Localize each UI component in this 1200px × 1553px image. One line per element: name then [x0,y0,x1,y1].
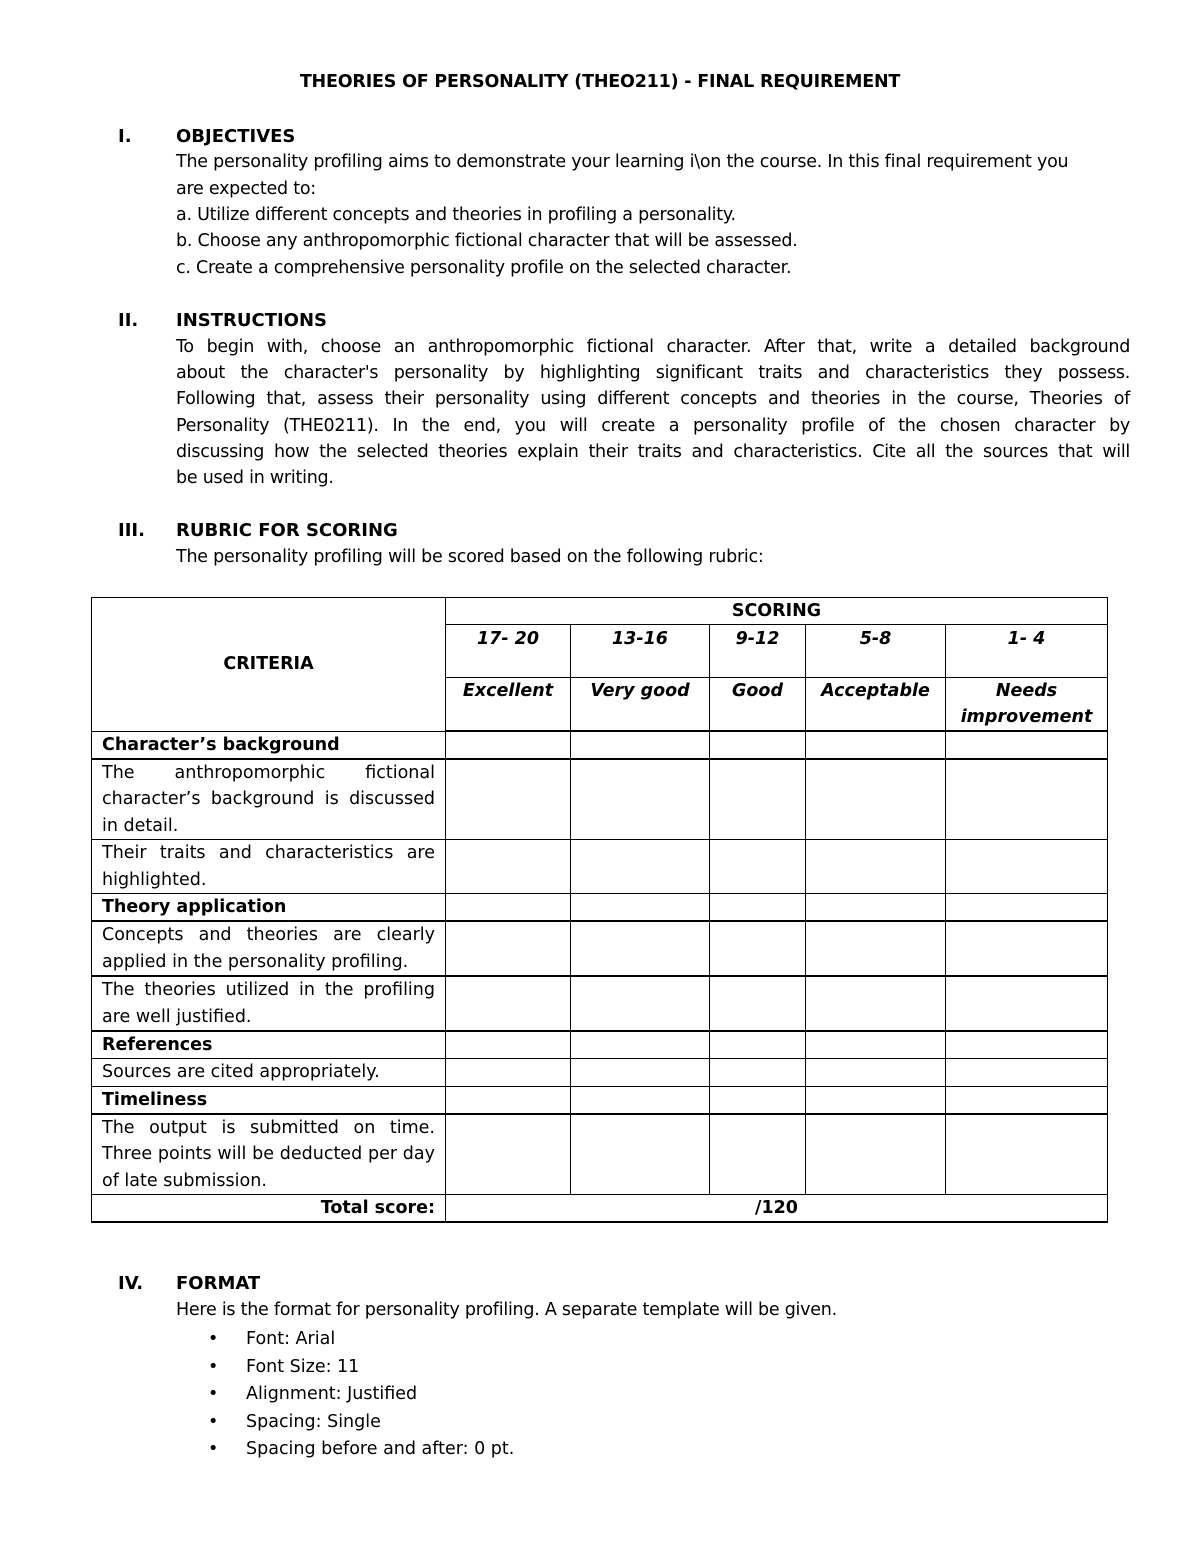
rating-very-good: Very good [571,678,710,732]
objectives-item-c: c. Create a comprehensive personality profile on the selected character. [176,258,792,278]
criteria-category: Theory application [92,894,446,922]
score-cell[interactable] [446,921,571,976]
table-row [92,759,1108,840]
objectives-item-a: a. Utilize different concepts and theories in profiling a personality. [176,205,736,225]
table-row [92,976,1108,1031]
objectives-text-line: are expected to: [176,179,316,199]
score-cell[interactable] [446,976,571,1031]
list-item [208,1326,514,1354]
format-intro: Here is the format for personality profiling. A separate template will be given. [176,1300,837,1320]
table-row [92,1059,1108,1087]
score-cell[interactable] [446,759,571,840]
rubric-table [91,597,1108,1223]
score-cell[interactable] [571,840,710,894]
format-spacing: Spacing: Single [246,1411,381,1432]
score-cell[interactable] [571,921,710,976]
total-score-value: /120 [446,1195,1108,1223]
score-cell[interactable] [806,840,946,894]
rating-acceptable: Acceptable [806,678,946,732]
bullet-icon: • [208,1384,219,1404]
table-row [92,894,1108,922]
rating-good: Good [710,678,806,732]
score-cell[interactable] [446,840,571,894]
table-row [92,840,1108,894]
section-heading-rubric: RUBRIC FOR SCORING [176,520,398,541]
table-row [92,1086,1108,1114]
section-number-objectives: I. [118,126,132,147]
instructions-text-line: about the character's personality by highlighting significant traits and characteristics they possess. [176,363,1130,383]
criteria-category: Timeliness [92,1086,446,1114]
format-font: Font: Arial [246,1329,336,1349]
bullet-icon: • [208,1411,219,1432]
score-cell[interactable] [710,840,806,894]
section-heading-format: FORMAT [176,1273,261,1294]
criteria-description: Concepts and theories are clearly applied in the personality profiling. [92,921,446,976]
instructions-text-line: Personality (THE0211). In the end, you will create a personality profile of the chosen character by [176,416,1130,436]
score-cell[interactable] [946,921,1108,976]
total-row [92,1195,1108,1223]
rubric-intro: The personality profiling will be scored based on the following rubric: [176,547,764,567]
document-title: THEORIES OF PERSONALITY (THEO211) - FINAL REQUIREMENT [299,72,901,92]
instructions-text-line: Following that, assess their personality using different concepts and theories in the course, Theories of [176,389,1130,409]
score-cell[interactable] [806,1114,946,1195]
score-cell[interactable] [710,976,806,1031]
scoring-header: SCORING [446,598,1108,625]
score-cell[interactable] [446,1059,571,1087]
section-number-instructions: II. [118,310,139,331]
table-row [92,921,1108,976]
score-cell[interactable] [710,921,806,976]
objectives-text-line: The personality profiling aims to demonstrate your learning i\on the course. In this final requirement you [176,152,1069,172]
score-cell[interactable] [806,1059,946,1087]
rating-excellent: Excellent [446,678,571,732]
total-score-label: Total score: [92,1195,446,1223]
format-font-size: Font Size: 11 [246,1356,360,1377]
score-cell[interactable] [446,1114,571,1195]
score-range-excellent: 17- 20 [446,625,571,678]
criteria-description: The output is submitted on time. Three points will be deducted per day of late submission. [92,1114,446,1195]
criteria-category: Character’s background [92,731,446,759]
bullet-icon: • [208,1356,219,1377]
score-cell[interactable] [806,759,946,840]
instructions-text-line: be used in writing. [176,468,334,488]
list-item [208,1409,514,1437]
instructions-text-line: To begin with, choose an anthropomorphic fictional character. After that, write a detailed background [176,337,1130,357]
objectives-item-b: b. Choose any anthropomorphic fictional character that will be assessed. [176,231,798,251]
table-row [92,1114,1108,1195]
bullet-icon: • [208,1439,219,1459]
section-number-rubric: III. [118,520,145,541]
section-heading-objectives: OBJECTIVES [176,126,296,147]
format-spacing-before-after: Spacing before and after: 0 pt. [246,1439,515,1459]
criteria-category: References [92,1031,446,1059]
score-cell[interactable] [946,1059,1108,1087]
table-row [92,1031,1108,1059]
score-cell[interactable] [806,976,946,1031]
format-list [208,1326,514,1464]
score-range-very-good: 13-16 [571,625,710,678]
score-range-needs-improvement: 1- 4 [946,625,1108,678]
criteria-description: The anthropomorphic fictional character’s background is discussed in detail. [92,759,446,840]
criteria-header: CRITERIA [92,598,446,732]
criteria-description: The theories utilized in the profiling are well justified. [92,976,446,1031]
score-cell[interactable] [946,976,1108,1031]
instructions-text-line: discussing how the selected theories explain their traits and characteristics. Cite all the sources that will [176,442,1130,462]
score-cell[interactable] [571,1114,710,1195]
score-cell[interactable] [806,921,946,976]
score-cell[interactable] [571,1059,710,1087]
score-cell[interactable] [571,759,710,840]
list-item [208,1436,514,1464]
score-cell[interactable] [946,759,1108,840]
table-row [92,731,1108,759]
score-cell[interactable] [710,1114,806,1195]
criteria-description: Their traits and characteristics are highlighted. [92,840,446,894]
list-item [208,1381,514,1409]
bullet-icon: • [208,1329,219,1349]
score-cell[interactable] [946,840,1108,894]
score-range-acceptable: 5-8 [806,625,946,678]
score-cell[interactable] [571,976,710,1031]
section-heading-instructions: INSTRUCTIONS [176,310,327,331]
score-cell[interactable] [946,1114,1108,1195]
score-cell[interactable] [710,759,806,840]
score-range-good: 9-12 [710,625,806,678]
format-alignment: Alignment: Justified [246,1384,418,1404]
score-cell[interactable] [710,1059,806,1087]
criteria-description: Sources are cited appropriately. [92,1059,446,1087]
rating-needs-improvement: Needs improvement [946,678,1108,732]
section-number-format: IV. [118,1273,144,1294]
list-item [208,1354,514,1382]
